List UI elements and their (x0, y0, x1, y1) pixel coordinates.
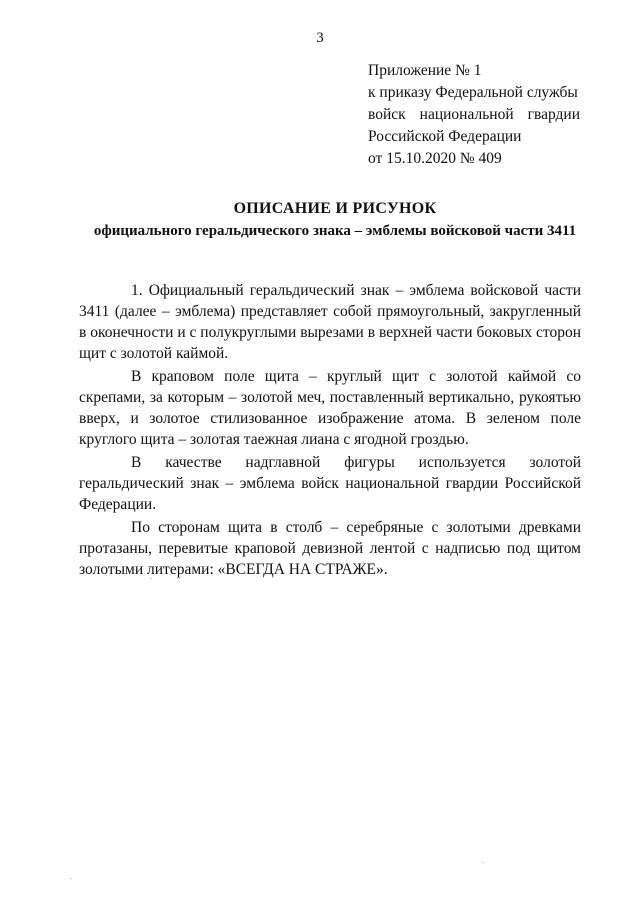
appendix-block (368, 60, 580, 170)
appendix-line: Российской Федерации (368, 128, 522, 145)
body-paragraph: По сторонам щита в столб – серебряные с золотыми древками протазаны, перевитые краповой девизной лентой с надписью под щитом золотыми литерами: «ВСЕГДА НА СТРАЖЕ». (79, 519, 581, 578)
appendix-line: войск национальной гвардии (368, 106, 580, 123)
appendix-line: Приложение № 1 (368, 62, 482, 79)
scan-speck (70, 878, 72, 879)
page-number: 3 (316, 30, 324, 46)
body-paragraph: В краповом поле щита – круглый щит с золотой каймой со скрепами, за которым – золотой меч, поставленный вертикально, рукоятью вверх, и золотое стилизованное изображение атома. В зеленом поле круглого щита – золотая таежная лиана с ягодной гроздью. (79, 368, 581, 448)
appendix-line: к приказу Федеральной службы (368, 84, 578, 101)
appendix-line: от 15.10.2020 № 409 (368, 150, 502, 167)
document-subtitle: официального геральдического знака – эмблемы войсковой части 3411 (93, 223, 577, 239)
scan-speck (150, 578, 152, 579)
body-paragraph: В качестве надглавной фигуры используется золотой геральдический знак – эмблема войск национальной гвардии Российской Федерации. (79, 454, 581, 513)
body-paragraph: 1. Официальный геральдический знак – эмблема войсковой части 3411 (далее – эмблема) представляет собой прямоугольный, закругленный в оконечности и с полукруглыми вырезами в верхней части боковых сторон щит с золотой каймой. (79, 282, 581, 362)
scan-speck (482, 862, 484, 863)
document-body (79, 280, 581, 582)
document-title: ОПИСАНИЕ И РИСУНОК (233, 200, 437, 217)
